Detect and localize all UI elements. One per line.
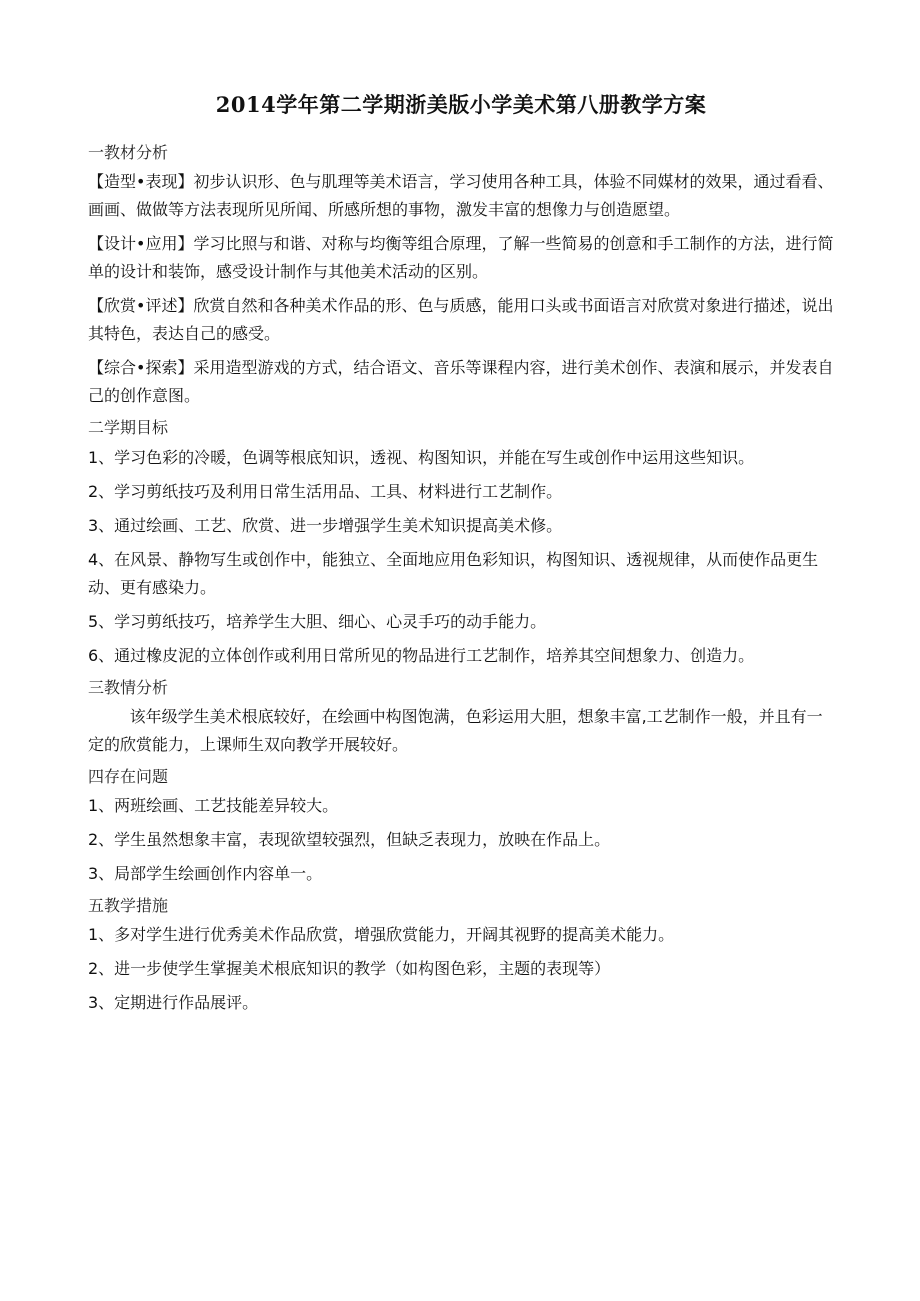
section-existing-problems: [88, 765, 834, 888]
list-item: 2、学习剪纸技巧及利用日常生活用品、工具、材料进行工艺制作。: [88, 481, 563, 501]
paragraph: 【造型•表现】初步认识形、色与肌理等美术语言，学习使用各种工具，体验不同媒材的效果，通过看看、画画、做做等方法表现所见所闻、所感所想的事物，激发丰富的想像力与创造愿望。: [88, 172, 834, 220]
section-teaching-measures: [88, 894, 834, 1017]
section-heading: 二学期目标: [88, 418, 169, 438]
section-student-analysis: [88, 676, 834, 759]
section-heading: 三教情分析: [88, 677, 169, 697]
list-item: 5、学习剪纸技巧，培养学生大胆、细心、心灵手巧的动手能力。: [88, 611, 547, 631]
list-item: 1、两班绘画、工艺技能差异较大。: [88, 795, 339, 815]
section-semester-goals: [88, 416, 834, 669]
document-page: [88, 92, 834, 1023]
list-item: 1、学习色彩的冷暖，色调等根底知识，透视、构图知识，并能在写生或创作中运用这些知识。: [88, 447, 755, 467]
list-item: 2、进一步使学生掌握美术根底知识的教学（如构图色彩，主题的表现等）: [88, 959, 611, 979]
list-item: 3、通过绘画、工艺、欣赏、进一步增强学生美术知识提高美术修。: [88, 515, 563, 535]
section-heading: 一教材分析: [88, 143, 169, 163]
section-teaching-material-analysis: [88, 141, 834, 410]
paragraph: 【综合•探索】采用造型游戏的方式，结合语文、音乐等课程内容，进行美术创作、表演和展示，并发表自己的创作意图。: [88, 358, 834, 406]
list-item: 3、定期进行作品展评。: [88, 993, 259, 1013]
paragraph: 【设计•应用】学习比照与和谐、对称与均衡等组合原理，了解一些简易的创意和手工制作的方法，进行简单的设计和装饰，感受设计制作与其他美术活动的区别。: [88, 234, 834, 282]
section-heading: 五教学措施: [88, 895, 169, 915]
paragraph: 该年级学生美术根底较好，在绘画中构图饱满，色彩运用大胆，想象丰富,工艺制作一般，并且有一定的欣赏能力，上课师生双向教学开展较好。: [88, 706, 823, 754]
list-item: 3、局部学生绘画创作内容单一。: [88, 863, 323, 883]
paragraph: 【欣赏•评述】欣赏自然和各种美术作品的形、色与质感，能用口头或书面语言对欣赏对象进行描述，说出其特色，表达自己的感受。: [88, 296, 834, 344]
list-item: 1、多对学生进行优秀美术作品欣赏，增强欣赏能力，开阔其视野的提高美术能力。: [88, 925, 675, 945]
document-title: 2014学年第二学期浙美版小学美术第八册教学方案: [215, 92, 707, 117]
list-item: 2、学生虽然想象丰富，表现欲望较强烈，但缺乏表现力，放映在作品上。: [88, 829, 611, 849]
section-heading: 四存在问题: [88, 766, 169, 786]
list-item: 4、在风景、静物写生或创作中，能独立、全面地应用色彩知识，构图知识、透视规律，从而使作品更生动、更有感染力。: [88, 549, 819, 597]
list-item: 6、通过橡皮泥的立体创作或利用日常所见的物品进行工艺制作，培养其空间想象力、创造力。: [88, 645, 755, 665]
